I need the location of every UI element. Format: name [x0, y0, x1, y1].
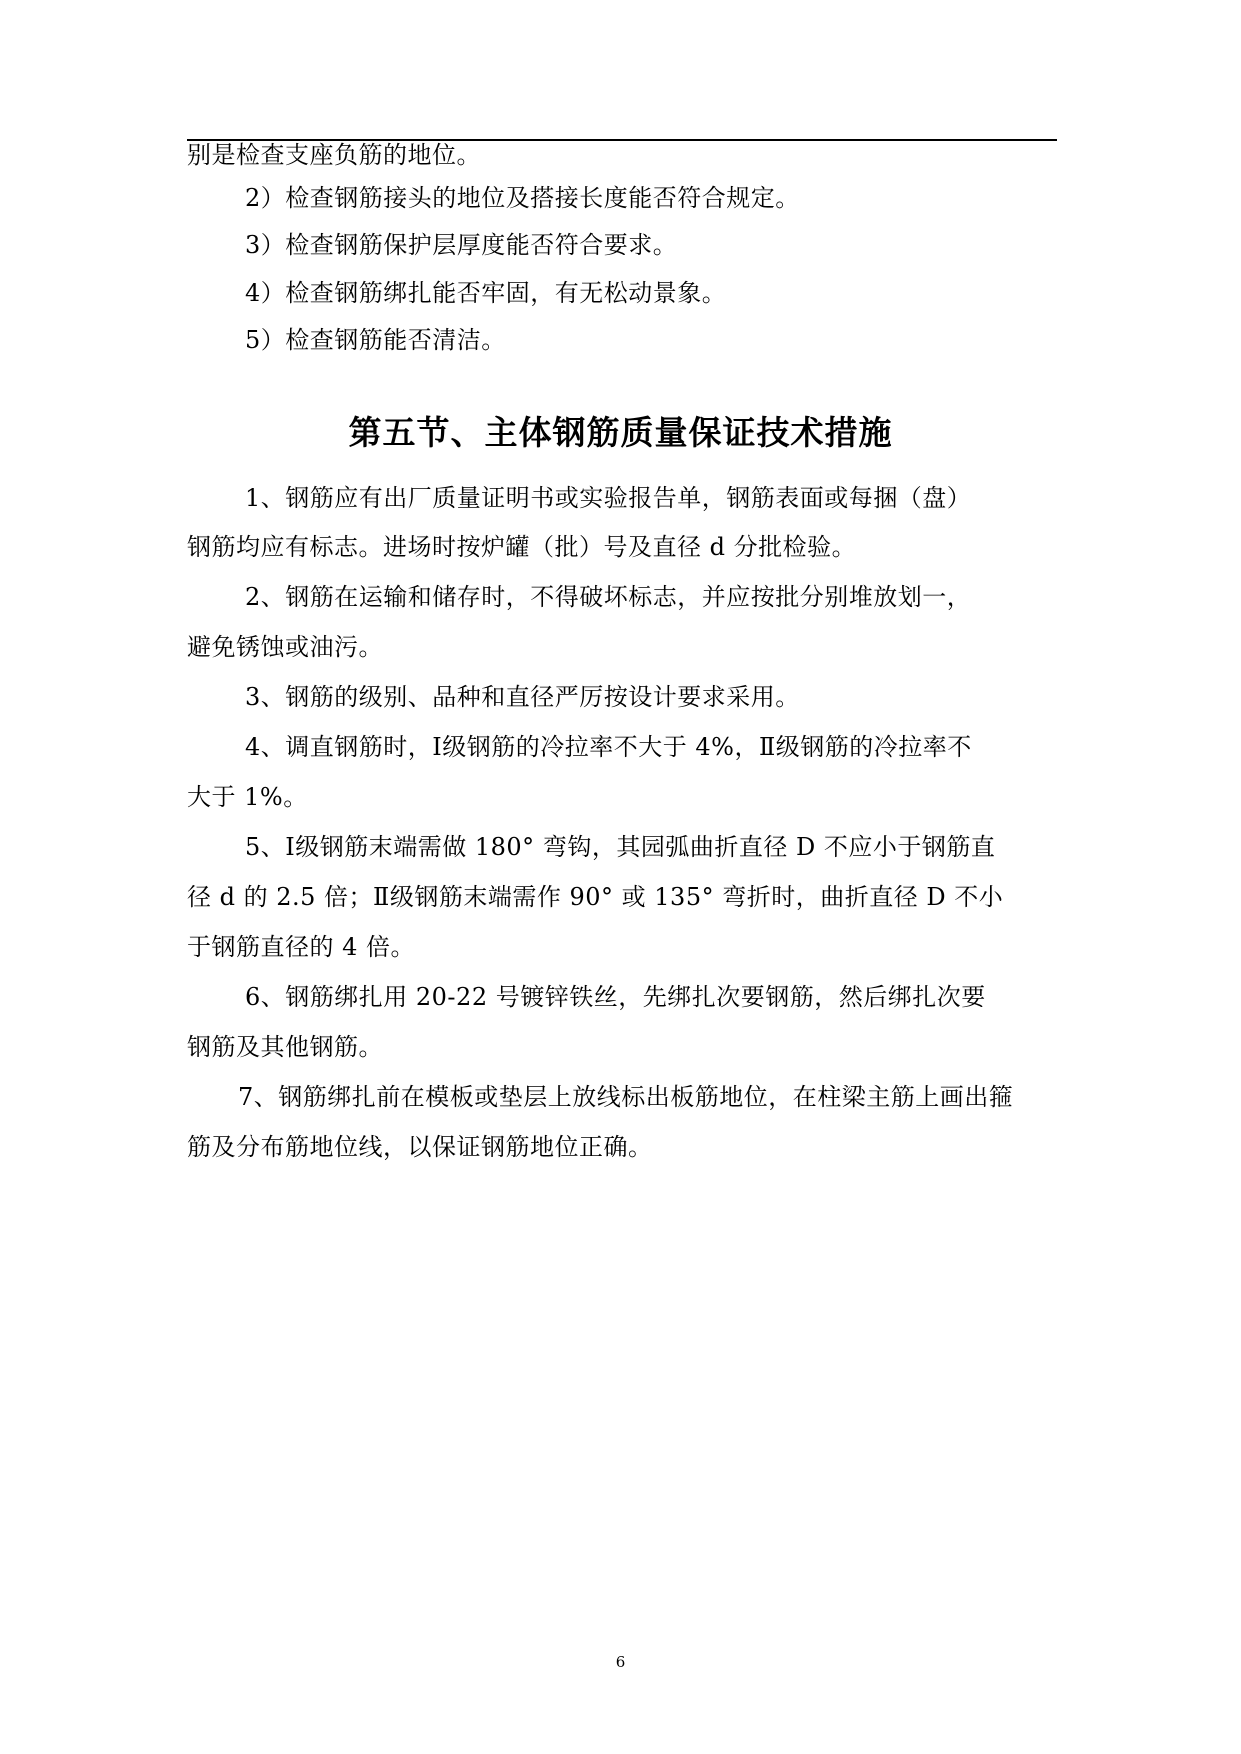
measure-6-line-1: 6、钢筋绑扎用 20-22 号镀锌铁丝，先绑扎次要钢筋，然后绑扎次要 [245, 983, 986, 1011]
checklist-item-5: 5）检查钢筋能否清洁。 [245, 326, 506, 354]
measure-5-line-1: 5、Ⅰ级钢筋末端需做 180° 弯钩，其园弧曲折直径 D 不应小于钢筋直 [245, 833, 996, 861]
section-title: 第五节、主体钢筋质量保证技术措施 [348, 413, 893, 452]
measure-4-line-2: 大于 1%。 [187, 783, 308, 811]
page-number: 6 [615, 1653, 626, 1671]
measure-5-line-3: 于钢筋直径的 4 倍。 [187, 933, 416, 961]
measure-7-line-1: 7、钢筋绑扎前在模板或垫层上放线标出板筋地位，在柱梁主筋上画出箍 [238, 1083, 1014, 1111]
checklist-item-4: 4）检查钢筋绑扎能否牢固，有无松动景象。 [245, 279, 727, 307]
measure-2-line-2: 避免锈蚀或油污。 [187, 633, 383, 661]
measure-5-line-2: 径 d 的 2.5 倍；Ⅱ级钢筋末端需作 90° 或 135° 弯折时，曲折直径 D 不小 [187, 883, 1004, 911]
continuation-text: 别是检查支座负筋的地位。 [187, 141, 481, 169]
measure-6-line-2: 钢筋及其他钢筋。 [187, 1033, 383, 1061]
measure-4-line-1: 4、调直钢筋时，Ⅰ级钢筋的冷拉率不大于 4%，Ⅱ级钢筋的冷拉率不 [245, 733, 972, 761]
measure-7-line-2: 筋及分布筋地位线，以保证钢筋地位正确。 [187, 1133, 653, 1161]
checklist-item-3: 3）检查钢筋保护层厚度能否符合要求。 [245, 231, 678, 259]
measure-1-line-2: 钢筋均应有标志。进场时按炉罐（批）号及直径 d 分批检验。 [187, 533, 857, 561]
measure-1-line-1: 1、钢筋应有出厂质量证明书或实验报告单，钢筋表面或每捆（盘） [245, 484, 972, 512]
measure-3-line-1: 3、钢筋的级别、品种和直径严厉按设计要求采用。 [245, 683, 800, 711]
measure-2-line-1: 2、钢筋在运输和储存时，不得破坏标志，并应按批分别堆放划一， [245, 583, 972, 611]
checklist-item-2: 2）检查钢筋接头的地位及搭接长度能否符合规定。 [245, 184, 800, 212]
